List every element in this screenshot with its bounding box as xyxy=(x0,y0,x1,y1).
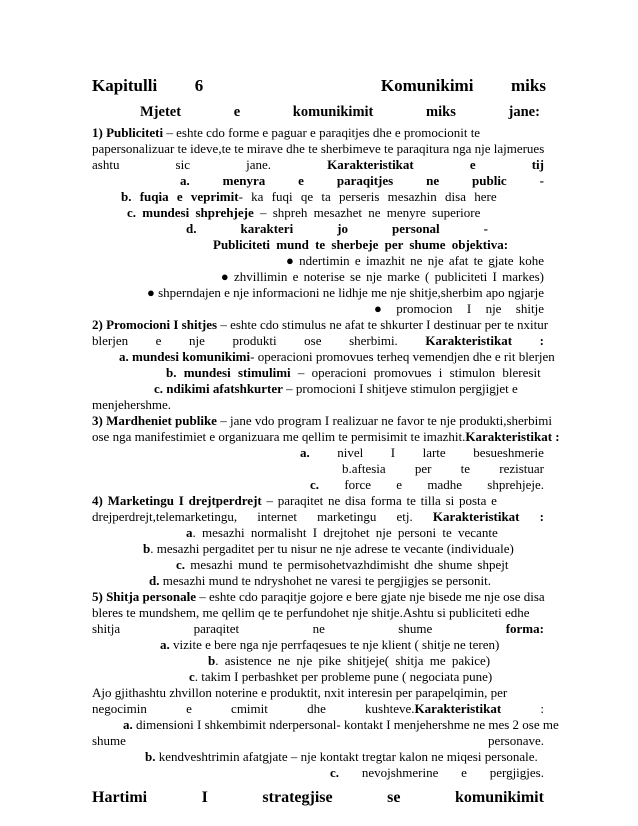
word: ne xyxy=(426,173,440,188)
word: sic xyxy=(175,157,190,172)
word: jane. xyxy=(246,157,271,172)
section-title: 3) Mardheniet publike xyxy=(92,413,217,428)
word: cmimit xyxy=(231,701,268,716)
shitja-line-3 xyxy=(92,621,544,636)
word: per xyxy=(414,461,432,476)
word: tij xyxy=(531,157,544,172)
word: paraqitjes xyxy=(336,173,394,188)
marketingu-item-d xyxy=(149,573,491,588)
chapter-heading xyxy=(92,76,546,96)
heading-word: strategjise xyxy=(262,789,333,806)
publiciteti-line-2 xyxy=(92,141,544,156)
word: : xyxy=(539,333,544,348)
heading-word: Komunikimi xyxy=(380,76,474,95)
word: personave. xyxy=(488,733,544,748)
text: Publiciteti mund te sherbeje per shume objektiva: xyxy=(213,237,509,252)
word: internet xyxy=(257,509,297,524)
text: ● shperndajen e nje informacioni ne lidhje me nje shitje,sherbim apo ngjarje xyxy=(146,285,544,300)
section-title: 1) Publiciteti xyxy=(92,125,164,140)
text: – eshte cdo stimulus ne afat te shkurter I destinuar per te nxitur xyxy=(217,317,549,332)
mjetet-line xyxy=(140,104,540,121)
shitja-item-a xyxy=(160,637,499,652)
text: – shpreh mesazhet ne menyre superiore xyxy=(253,205,481,220)
word: e xyxy=(186,701,192,716)
shitja-item-a2-cont xyxy=(92,733,544,748)
promocioni-line-1 xyxy=(92,317,548,332)
promocioni-item-a xyxy=(119,349,555,364)
publiciteti-item-d xyxy=(186,221,488,236)
text: - ka fuqi qe ta perseris mesazhin disa here xyxy=(238,189,497,204)
text: kendveshtrimin afatgjate – nje kontakt tregtar kalon ne miqesi personale. xyxy=(155,749,538,764)
word: nivel xyxy=(337,445,364,460)
text: – operacioni promovues i stimulon bleresit xyxy=(290,365,541,380)
text: – promocioni I shitjeve stimulon pergjigjet e xyxy=(282,381,518,396)
word: d. xyxy=(186,221,197,236)
publiciteti-item-c xyxy=(127,205,480,220)
item-label: b. xyxy=(145,749,156,764)
shitja-line-negocimin xyxy=(92,701,544,716)
word: personal xyxy=(392,221,440,236)
item-label: a. xyxy=(160,637,170,652)
promocioni-item-b xyxy=(166,365,541,380)
word: nje xyxy=(485,301,502,316)
text: ● zhvillimin e noterise se nje marke ( publiciteti I markes) xyxy=(220,269,544,284)
word: e xyxy=(233,104,241,120)
bullet-2 xyxy=(180,269,544,284)
marketingu-line-2 xyxy=(92,509,544,524)
heading-word: 6 xyxy=(194,76,204,95)
word: force xyxy=(344,477,372,492)
word: negocimin xyxy=(92,701,147,716)
mardheniet-item-a xyxy=(300,445,544,460)
shitja-item-c2 xyxy=(330,765,544,780)
word: blerjen xyxy=(92,333,129,348)
word: - xyxy=(483,221,488,236)
word: forma: xyxy=(505,621,544,636)
word: shume xyxy=(92,733,126,748)
item-label: a xyxy=(186,525,193,540)
word: public xyxy=(472,173,507,188)
mardheniet-item-c xyxy=(310,477,544,492)
text: Karakteristikat : xyxy=(465,429,560,444)
word: sherbimi. xyxy=(349,333,398,348)
item-label: a. mundesi komunikimi xyxy=(119,349,251,364)
marketingu-item-b xyxy=(143,541,514,556)
word: Karakteristikat xyxy=(425,333,513,348)
marketingu-line-1 xyxy=(92,493,497,508)
word: ne xyxy=(312,621,325,636)
shitja-line-ajo xyxy=(92,685,507,700)
word: e xyxy=(396,477,403,492)
word: Karakteristikat xyxy=(432,509,520,524)
word: promocion xyxy=(396,301,453,316)
word: dhe xyxy=(307,701,326,716)
text: - operacioni promovues terheq vemendjen dhe e rit blerjen xyxy=(250,349,555,364)
marketingu-item-a xyxy=(186,525,498,540)
word: jane: xyxy=(508,104,540,120)
item-label: b. fuqia e veprimit xyxy=(121,189,239,204)
shitja-item-b xyxy=(208,653,490,668)
word: menyra xyxy=(222,173,266,188)
word: Karakteristikat xyxy=(414,701,502,716)
text: vizite e bere nga nje perrfaqesues te nje klient ( shitje ne teren) xyxy=(169,637,500,652)
word: b.aftesia xyxy=(342,461,386,476)
word: drejperdrejt,telemarketingu, xyxy=(92,509,238,524)
marketingu-item-c xyxy=(176,557,508,572)
heading-word: miks xyxy=(511,76,546,95)
word: e xyxy=(155,333,162,348)
text: bleres te mundshem, me qellim qe te perfundohet nje shitje.Ashtu si publiciteti edhe xyxy=(92,605,530,620)
text: mesazhi mund te permisohetvazhdimisht dhe shume shpejt xyxy=(185,557,509,572)
word: shitja xyxy=(92,621,121,636)
shitja-line-2 xyxy=(92,605,530,620)
item-label: d. xyxy=(149,573,160,588)
word: : xyxy=(540,701,544,716)
heading-word: I xyxy=(201,789,208,806)
word: Mjetet xyxy=(140,104,182,120)
bullet-3 xyxy=(120,285,544,300)
word: kushteve. xyxy=(365,701,415,716)
final-heading xyxy=(92,788,544,808)
shitja-item-c xyxy=(189,669,492,684)
heading-word: Kapitulli xyxy=(92,76,158,95)
item-label: b xyxy=(208,653,216,668)
word: : xyxy=(539,509,544,524)
word: te xyxy=(460,461,471,476)
item-label: b. mundesi stimulimi xyxy=(166,365,291,380)
word: ● xyxy=(374,301,382,316)
word: larte xyxy=(422,445,446,460)
word: ashtu xyxy=(92,157,120,172)
text: . mesazhi pergaditet per tu nisur ne nje adrese te vecante (individuale) xyxy=(150,541,514,556)
bullet-4 xyxy=(374,301,544,316)
heading-word: komunikimit xyxy=(455,789,544,806)
item-label: c. ndikimi afatshkurter xyxy=(154,381,283,396)
heading-word: se xyxy=(387,789,401,806)
text: menjehershme. xyxy=(92,397,172,412)
word: besueshmerie xyxy=(473,445,544,460)
shitja-line-1 xyxy=(92,589,545,604)
section-title: 4) Marketingu I drejtperdrejt xyxy=(92,493,262,508)
word-group xyxy=(365,701,501,716)
mardheniet-item-b xyxy=(342,461,544,476)
word: e xyxy=(461,765,467,780)
word: c. xyxy=(310,477,320,492)
word: shume xyxy=(398,621,433,636)
word: jo xyxy=(337,221,349,236)
publiciteti-line-3 xyxy=(92,157,544,172)
text: dimensioni I shkembimit nderpersonal- kontakt I menjehershme ne mes 2 ose me xyxy=(132,717,559,732)
word: ose xyxy=(304,333,322,348)
word: c. xyxy=(330,765,340,780)
item-label: a. xyxy=(123,717,133,732)
text: – jane vdo program I realizuar ne favor te nje produkti,sherbimi xyxy=(216,413,552,428)
word: etj. xyxy=(396,509,413,524)
text: – eshte cdo forme e paguar e paraqitjes dhe e promocionit te xyxy=(163,125,481,140)
mardheniet-line-1 xyxy=(92,413,552,428)
item-label: b xyxy=(143,541,151,556)
word: e xyxy=(469,157,476,172)
heading-word: Hartimi xyxy=(92,789,148,806)
word: a. xyxy=(300,445,310,460)
word: e xyxy=(298,173,304,188)
word: nevojshmerine xyxy=(361,765,439,780)
shitja-item-b2 xyxy=(145,749,538,764)
text: . mesazhi normalisht I drejtohet nje personi te vecante xyxy=(192,525,498,540)
word: produkti xyxy=(232,333,277,348)
text: . asistence ne nje pike shitjeje( shitja me pakice) xyxy=(215,653,491,668)
word: komunikimit xyxy=(292,104,374,120)
word: madhe xyxy=(427,477,463,492)
publiciteti-item-a xyxy=(180,173,544,188)
text: – eshte cdo paraqitje gojore e bere gjate nje bisede me nje ose disa xyxy=(196,589,545,604)
promocioni-line-2 xyxy=(92,333,544,348)
word: shitje xyxy=(515,301,544,316)
section-title: 2) Promocioni I shitjes xyxy=(92,317,218,332)
item-label: c. mundesi shprehjeje xyxy=(127,205,254,220)
word: Karakteristikat xyxy=(327,157,414,172)
word: nje xyxy=(189,333,205,348)
text: ose nga manifestimiet e organizuara me qellim te permisimit te imazhit. xyxy=(92,429,466,444)
word: I xyxy=(466,301,472,316)
mardheniet-line-2 xyxy=(92,429,560,444)
promocioni-item-c-cont xyxy=(92,397,171,412)
publiciteti-line-1 xyxy=(92,125,480,140)
item-label: c xyxy=(189,669,195,684)
word: karakteri xyxy=(240,221,294,236)
section-title: 5) Shitja personale xyxy=(92,589,196,604)
objektiva-line xyxy=(213,237,508,252)
shitja-item-a2 xyxy=(123,717,559,732)
word: a. xyxy=(180,173,190,188)
bullet-1 xyxy=(200,253,544,268)
text: ● ndertimin e imazhit ne nje afat te gjate kohe xyxy=(286,253,544,268)
word: I xyxy=(390,445,396,460)
word: paraqitet xyxy=(193,621,240,636)
word: pergjigjes. xyxy=(489,765,544,780)
publiciteti-item-b xyxy=(121,189,497,204)
word: shprehjeje. xyxy=(487,477,544,492)
word: marketingu xyxy=(317,509,377,524)
text: Ajo gjithashtu zhvillon noterine e produktit, nxit interesin per parapelqimin, per xyxy=(92,685,508,700)
text: papersonalizuar te ideve,te te mirave dhe te sherbimeve te paraqitura nga nje lajmerues xyxy=(92,141,545,156)
text: mesazhi mund te ndryshohet ne varesi te pergjigjes se personit. xyxy=(159,573,492,588)
promocioni-item-c xyxy=(154,381,518,396)
word: miks xyxy=(426,104,456,120)
word: - xyxy=(539,173,544,188)
item-label: c. xyxy=(176,557,186,572)
text: – paraqitet ne disa forma te tilla si posta e xyxy=(261,493,497,508)
text: . takim I perbashket per probleme pune ( negociata pune) xyxy=(194,669,493,684)
word: rezistuar xyxy=(499,461,544,476)
